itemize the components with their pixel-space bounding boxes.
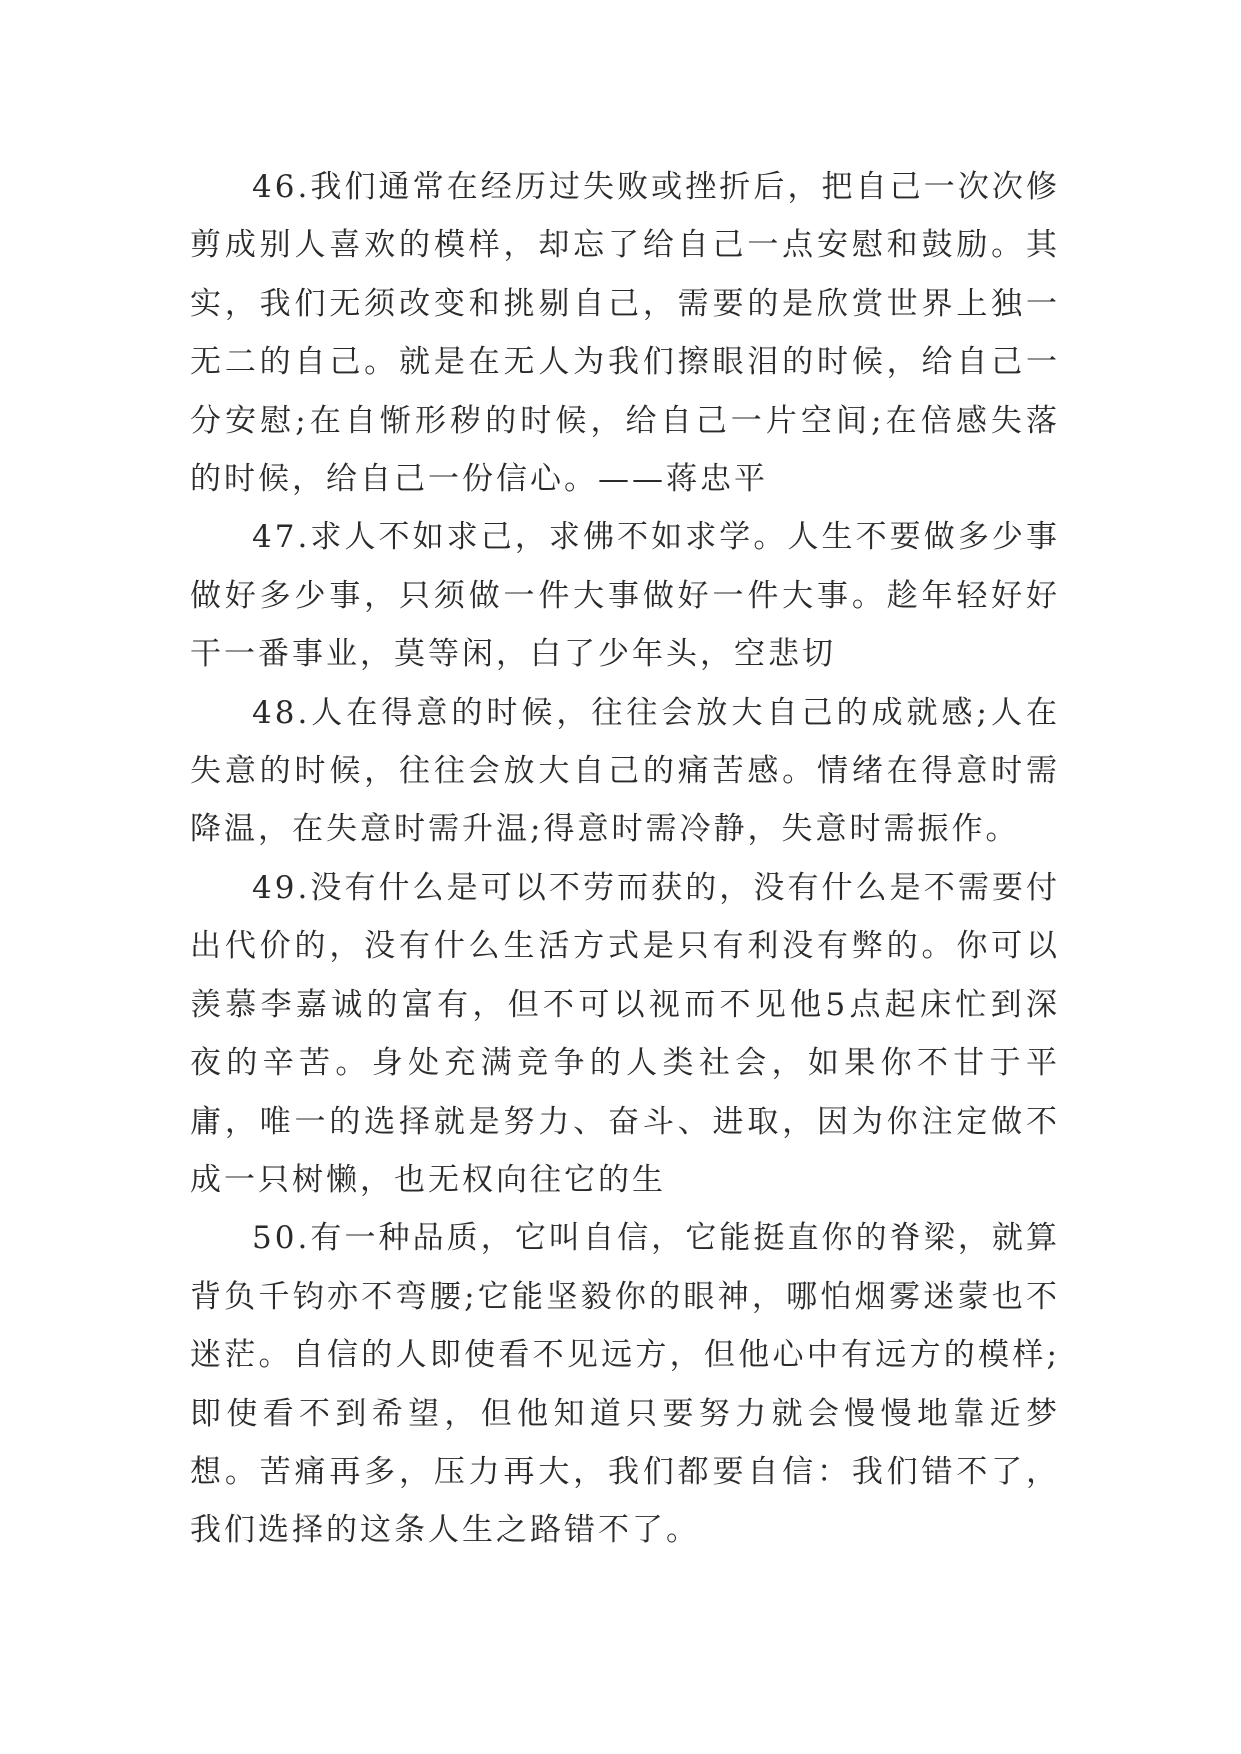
document-body: [190, 158, 1060, 1560]
paragraph-48: 48.人在得意的时候，往往会放大自己的成就感;人在失意的时候，往往会放大自己的痛苦感。情绪在得意时需降温，在失意时需升温;得意时需冷静，失意时需振作。: [190, 694, 1060, 848]
paragraph-47: 47.求人不如求己，求佛不如求学。人生不要做多少事做好多少事，只须做一件大事做好一件大事。趁年轻好好干一番事业，莫等闲，白了少年头，空悲切: [190, 519, 1060, 673]
paragraph-49: 49.没有什么是可以不劳而获的，没有什么是不需要付出代价的，没有什么生活方式是只有利没有弊的。你可以羡慕李嘉诚的富有，但不可以视而不见他5点起床忙到深夜的辛苦。身处充满竞争的人类社会，如果你不甘于平庸，唯一的选择就是努力、奋斗、进取，因为你注定做不成一只树懒，也无权向往它的生: [190, 869, 1060, 1198]
paragraph-46: 46.我们通常在经历过失败或挫折后，把自己一次次修剪成别人喜欢的模样，却忘了给自己一点安慰和鼓励。其实，我们无须改变和挑剔自己，需要的是欣赏世界上独一无二的自己。就是在无人为我们擦眼泪的时候，给自己一分安慰;在自惭形秽的时候，给自己一片空间;在倍感失落的时候，给自己一份信心。——蒋忠平: [190, 169, 1060, 498]
paragraph-50: 50.有一种品质，它叫自信，它能挺直你的脊梁，就算背负千钧亦不弯腰;它能坚毅你的眼神，哪怕烟雾迷蒙也不迷茫。自信的人即使看不见远方，但他心中有远方的模样;即使看不到希望，但他知道只要努力就会慢慢地靠近梦想。苦痛再多，压力再大，我们都要自信：我们错不了，我们选择的这条人生之路错不了。: [190, 1220, 1060, 1549]
